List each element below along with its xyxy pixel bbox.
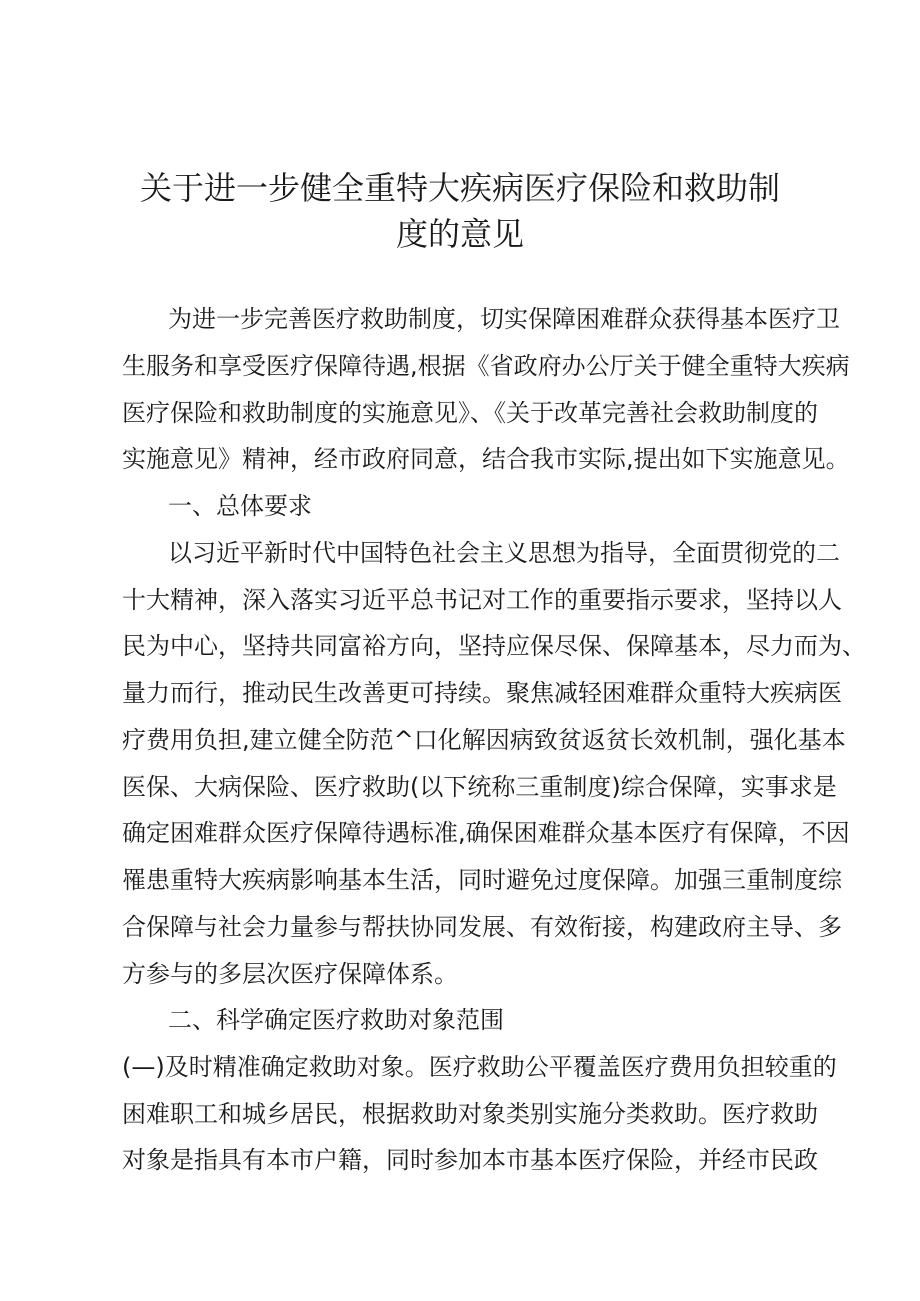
- paragraph-intro-line-2: 生服务和享受医疗保障待遇,根据《省政府办公厅关于健全重特大疾病: [122, 352, 850, 380]
- paragraph-general-line-3: 民为中心，坚持共同富裕方向，坚持应保尽保、保障基本，尽力而为、: [122, 632, 866, 660]
- paragraph-scope-line-1: (—)及时精准确定救助对象。医疗救助公平覆盖医疗费用负担较重的: [122, 1053, 837, 1081]
- document-title-line-1: 关于进一步健全重特大疾病医疗保险和救助制: [139, 169, 780, 207]
- paragraph-general-line-8: 罹患重特大疾病影响基本生活，同时避免过度保障。加强三重制度综: [122, 866, 842, 894]
- paragraph-general-line-1: 以习近平新时代中国特色社会主义思想为指导，全面贯彻党的二: [168, 539, 840, 567]
- paragraph-intro-line-1: 为进一步完善医疗救助制度，切实保障困难群众获得基本医疗卫: [168, 305, 840, 333]
- paragraph-intro-line-3: 医疗保险和救助制度的实施意见》、《关于改革完善社会救助制度的: [122, 399, 818, 427]
- paragraph-general-line-7: 确定困难群众医疗保障待遇标准,确保困难群众基本医疗有保障，不因: [122, 819, 850, 847]
- paragraph-scope-line-3: 对象是指具有本市户籍，同时参加本市基本医疗保险，并经市民政: [122, 1146, 818, 1174]
- section-heading-2: 二、科学确定医疗救助对象范围: [168, 1006, 504, 1034]
- paragraph-scope-line-2: 困难职工和城乡居民，根据救助对象类别实施分类救助。医疗救助: [122, 1100, 818, 1128]
- paragraph-general-line-5: 疗费用负担,建立健全防范^口化解因病致贫返贫长效机制，强化基本: [122, 726, 846, 754]
- paragraph-general-line-10: 方参与的多层次医疗保障体系。: [122, 960, 458, 988]
- document-title-line-2: 度的意见: [395, 215, 524, 253]
- paragraph-general-line-6: 医保、大病保险、医疗救助(以下统称三重制度)综合保障，实事求是: [122, 773, 837, 801]
- paragraph-intro-line-4: 实施意见》精神，经市政府同意，结合我市实际,提出如下实施意见。: [122, 445, 850, 473]
- paragraph-general-line-4: 量力而行，推动民生改善更可持续。聚焦减轻困难群众重特大疾病医: [122, 679, 842, 707]
- paragraph-general-line-9: 合保障与社会力量参与帮扶协同发展、有效衔接，构建政府主导、多: [122, 913, 842, 941]
- paragraph-general-line-2: 十大精神，深入落实习近平总书记对工作的重要指示要求，坚持以人: [122, 586, 842, 614]
- section-heading-1: 一、总体要求: [168, 492, 312, 520]
